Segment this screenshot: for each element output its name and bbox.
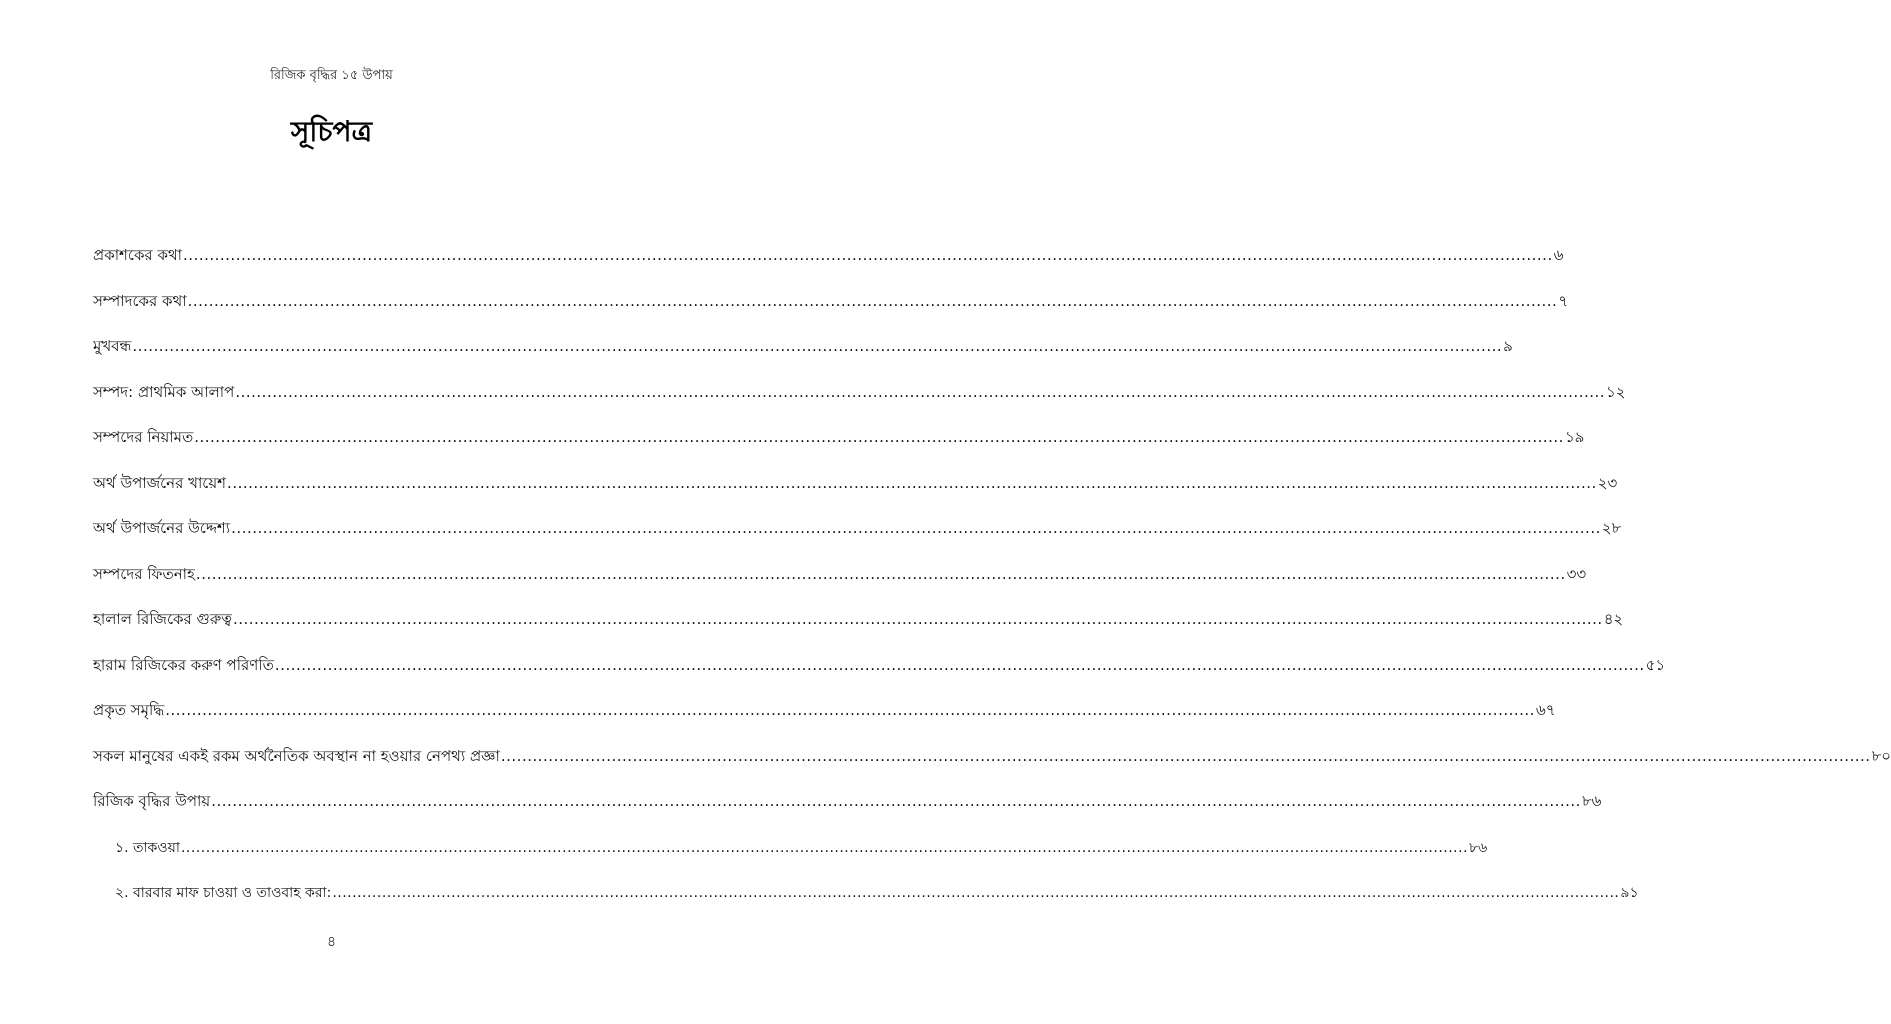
table-of-contents xyxy=(93,244,1891,927)
toc-entry-page: ১৯ xyxy=(1564,428,1585,446)
dot-leader xyxy=(235,383,1605,401)
dot-leader xyxy=(165,701,1535,719)
toc-entry-page: ৬৭ xyxy=(1535,701,1556,719)
toc-entry-page: ১২ xyxy=(1606,382,1626,401)
toc-entry-title: হালাল রিজিকের গুরুত্ব xyxy=(93,610,232,628)
toc-entry xyxy=(93,381,1626,427)
dot-leader xyxy=(233,610,1603,628)
toc-entry xyxy=(93,517,1622,563)
dot-leader xyxy=(132,337,1502,355)
toc-entry xyxy=(93,335,1513,381)
dot-leader xyxy=(188,292,1558,310)
dot-leader xyxy=(196,565,1566,583)
toc-entry-title: ২. বারবার মাফ চাওয়া ও তাওবাহ করা: xyxy=(115,885,332,901)
toc-entry-page: ৮০ xyxy=(1871,746,1891,765)
toc-entry-title: মুখবন্ধ xyxy=(93,337,132,355)
toc-entry xyxy=(93,563,1587,609)
toc-entry-title: সম্পাদকের কথা xyxy=(93,291,187,310)
dot-leader xyxy=(501,747,1871,765)
dot-leader xyxy=(227,474,1597,492)
dot-leader xyxy=(332,885,1619,901)
dot-leader xyxy=(275,656,1645,674)
toc-entry-title: রিজিক বৃদ্ধির উপায় xyxy=(93,792,211,810)
toc-entry xyxy=(93,472,1618,518)
page-title: সূচিপত্র xyxy=(290,115,373,148)
toc-entry xyxy=(93,244,1564,290)
toc-entry-page: ৮৬ xyxy=(1581,792,1602,810)
toc-entry-title: অর্থ উপার্জনের উদ্দেশ্য xyxy=(93,519,231,537)
toc-entry-page: ৪২ xyxy=(1603,610,1624,628)
toc-entry-page: ২৩ xyxy=(1597,473,1618,492)
toc-entry-page: ৯ xyxy=(1503,337,1513,355)
toc-entry-title: প্রকৃত সমৃদ্ধি xyxy=(93,701,165,719)
toc-entry-page: ৭ xyxy=(1558,291,1569,310)
toc-entry-page: ৩৩ xyxy=(1566,564,1587,583)
toc-entry-page: ৯১ xyxy=(1620,885,1639,901)
toc-entry-title: অর্থ উপার্জনের খায়েশ xyxy=(93,473,227,492)
dot-leader xyxy=(181,840,1468,856)
toc-entry xyxy=(93,790,1602,836)
toc-entry-title: ১. তাকওয়া xyxy=(115,839,180,856)
toc-entry-title: হারাম রিজিকের করুণ পরিণতি xyxy=(93,655,274,674)
toc-entry xyxy=(93,699,1556,745)
toc-entry-title: প্রকাশকের কথা xyxy=(93,246,183,264)
dot-leader xyxy=(183,246,1553,264)
toc-entry-title: সম্পদ: প্রাথমিক আলাপ xyxy=(93,382,235,401)
running-head: রিজিক বৃদ্ধির ১৫ উপায় xyxy=(270,68,393,83)
toc-entry-title: সম্পদের নিয়ামত xyxy=(93,428,194,446)
toc-entry-title: সকল মানুষের একই রকম অর্থনৈতিক অবস্থান না হওয়ার নেপথ্য প্রজ্ঞা xyxy=(93,746,500,765)
toc-entry xyxy=(93,608,1624,654)
dot-leader xyxy=(211,792,1581,810)
toc-entry xyxy=(93,745,1891,791)
toc-entry-page: ৫১ xyxy=(1645,655,1666,674)
page-number: ৪ xyxy=(326,934,337,950)
dot-leader xyxy=(194,428,1564,446)
toc-entry xyxy=(93,290,1569,336)
toc-subentry xyxy=(93,881,1639,927)
toc-entry xyxy=(93,426,1585,472)
toc-entry-page: ৬ xyxy=(1553,246,1564,264)
toc-entry-page: ২৮ xyxy=(1601,519,1622,537)
toc-entry-title: সম্পদের ফিতনাহ xyxy=(93,564,195,583)
toc-entry-page: ৮৬ xyxy=(1469,839,1488,856)
dot-leader xyxy=(231,519,1601,537)
toc-subentry xyxy=(93,836,1488,882)
toc-entry xyxy=(93,654,1666,700)
